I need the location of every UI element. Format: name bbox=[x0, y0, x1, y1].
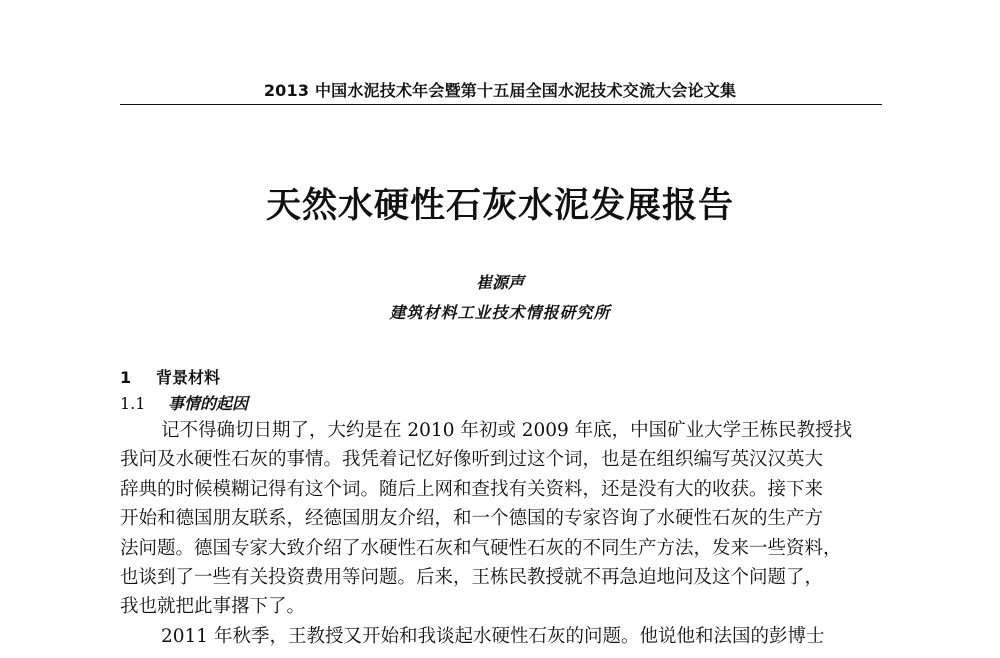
body-line: 我问及水硬性石灰的事情。我凭着记忆好像听到过这个词，也是在组织编写英汉汉英大 bbox=[120, 449, 824, 471]
section-title: 背景材料 bbox=[156, 368, 221, 387]
body-text bbox=[120, 416, 885, 651]
author-affiliation: 建筑材料工业技术情报研究所 bbox=[389, 303, 611, 322]
subsection-heading bbox=[120, 391, 248, 414]
body-line: 开始和德国朋友联系，经德国朋友介绍，和一个德国的专家咨询了水硬性石灰的生产方 bbox=[120, 508, 824, 530]
author-name: 崔源声 bbox=[475, 273, 524, 292]
header-rule bbox=[120, 104, 882, 105]
subsection-title: 事情的起因 bbox=[168, 394, 249, 413]
section-number: 1 bbox=[120, 368, 132, 387]
body-line: 记不得确切日期了，大约是在 2010 年初或 2009 年底，中国矿业大学王栋民教授找 bbox=[161, 420, 853, 441]
body-line: 我也就把此事撂下了。 bbox=[120, 596, 306, 618]
paper-title: 天然水硬性石灰水泥发展报告 bbox=[265, 186, 734, 226]
body-line: 也谈到了一些有关投资费用等问题。后来，王栋民教授就不再急迫地问及这个问题了， bbox=[120, 567, 824, 589]
section-heading bbox=[120, 365, 220, 388]
body-line: 法问题。德国专家大致介绍了水硬性石灰和气硬性石灰的不同生产方法，发来一些资料， bbox=[120, 537, 842, 559]
body-line: 辞典的时候模糊记得有这个词。随后上网和查找有关资料，还是没有大的收获。接下来 bbox=[120, 478, 824, 500]
running-header: 2013 中国水泥技术年会暨第十五届全国水泥技术交流大会论文集 bbox=[263, 81, 737, 100]
subsection-number: 1.1 bbox=[120, 394, 146, 413]
body-line: 2011 年秋季，王教授又开始和我谈起水硬性石灰的问题。他说他和法国的彭博士 bbox=[161, 625, 825, 647]
